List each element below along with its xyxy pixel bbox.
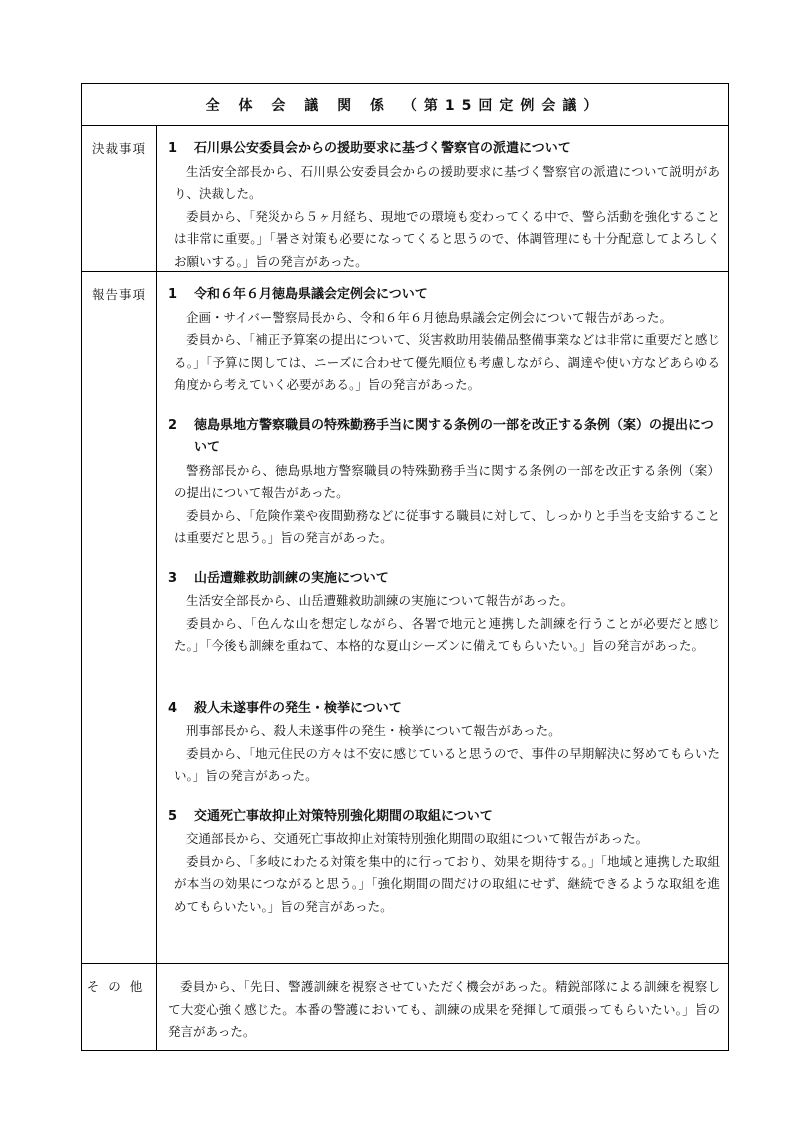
item-heading <box>168 138 720 161</box>
item-heading <box>168 284 720 307</box>
item-paragraph: 警務部長から、徳島県地方警察職員の特殊勤務手当に関する条例の一部を改正する条例（案）の提出について報告があった。 <box>174 462 720 500</box>
report-item-5 <box>168 806 720 919</box>
section-content-decision <box>157 126 728 272</box>
item-paragraph: 生活安全部長から、山岳遭難救助訓練の実施について報告があった。 <box>186 593 574 608</box>
item-number: 1 <box>168 141 178 156</box>
item-heading <box>168 806 720 829</box>
item-paragraph: 生活安全部長から、石川県公安委員会からの援助要求に基づく警察官の派遣について説明があり、決裁した。 <box>174 163 720 201</box>
section-content-other <box>157 964 728 1050</box>
item-heading <box>168 415 720 460</box>
item-paragraph: 委員から、「多岐にわたる対策を集中的に行っており、効果を期待する。」「地域と連携した取組が本当の効果につながると思う。」「強化期間の間だけの取組にせず、継続できるような取組を進めてもらいたい。」旨の発言があった。 <box>174 853 720 914</box>
item-title: 山岳遭難救助訓練の実施について <box>194 570 389 586</box>
decision-item-1 <box>168 138 720 272</box>
report-item-2 <box>168 415 720 550</box>
other-paragraph: 委員から、「先日、警護訓練を視察させていただく機会があった。精鋭部隊による訓練を視察して大変心強く感じた。本番の警護においても、訓練の成果を発揮して頑張ってもらいたい。」旨の発言があった。 <box>168 979 720 1039</box>
item-number: 5 <box>168 808 178 824</box>
item-number: 3 <box>168 570 178 586</box>
item-title: 令和６年６月徳島県議会定例会について <box>194 287 428 302</box>
page-title: 全 体 会 議 関 係 （第15回定例会議） <box>82 84 728 126</box>
item-paragraph: 委員から、「地元住民の方々は不安に感じていると思うので、事件の早期解決に努めてもらいたい。」旨の発言があった。 <box>174 745 720 783</box>
item-heading <box>168 568 720 591</box>
item-title: 交通死亡事故抑止対策特別強化期間の取組について <box>194 808 493 824</box>
item-title: 殺人未遂事件の発生・検挙について <box>194 700 402 716</box>
item-paragraph: 交通部長から、交通死亡事故抑止対策特別強化期間の取組について報告があった。 <box>186 831 649 846</box>
item-number: 4 <box>168 700 178 716</box>
section-label-report: 報告事項 <box>82 272 157 964</box>
item-paragraph: 委員から、「発災から５ヶ月経ち、現地での環境も変わってくる中で、警ら活動を強化することは非常に重要。」「暑さ対策も必要になってくると思うので、体調管理にも十分配意してよろしくお願いする。」旨の発言があった。 <box>174 208 720 269</box>
item-number: 1 <box>168 287 178 302</box>
section-label-other: その他 <box>82 964 157 1050</box>
section-label-decision: 決裁事項 <box>82 126 157 272</box>
report-item-1 <box>168 284 720 397</box>
item-paragraph: 企画・サイバー警察局長から、令和６年６月徳島県議会定例会について報告があった。 <box>186 309 673 325</box>
report-item-3 <box>168 568 720 658</box>
report-item-4 <box>168 698 720 788</box>
section-content-report <box>157 272 728 964</box>
item-paragraph: 委員から、「補正予算案の提出について、災害救助用装備品整備事業などは非常に重要だと感じる。」「予算に関しては、ニーズに合わせて優先順位も考慮しながら、調達や使い方などあらゆる角度から考えていく必要がある。」旨の発言があった。 <box>174 332 720 392</box>
item-paragraph: 委員から、「色んな山を想定しながら、各署で地元と連携した訓練を行うことが必要だと感じた。」「今後も訓練を重ねて、本格的な夏山シーズンに備えてもらいたい。」旨の発言があった。 <box>174 615 720 653</box>
item-title: 徳島県地方警察職員の特殊勤務手当に関する条例の一部を改正する条例（案）の提出について <box>194 417 714 455</box>
item-heading <box>168 698 720 721</box>
minutes-table <box>81 83 729 1051</box>
item-paragraph: 刑事部長から、殺人未遂事件の発生・検挙について報告があった。 <box>186 723 561 738</box>
item-paragraph: 委員から、「危険作業や夜間勤務などに従事する職員に対して、しっかりと手当を支給することは重要だと思う。」旨の発言があった。 <box>174 507 720 545</box>
item-number: 2 <box>168 417 178 433</box>
item-title: 石川県公安委員会からの援助要求に基づく警察官の派遣について <box>194 141 571 156</box>
